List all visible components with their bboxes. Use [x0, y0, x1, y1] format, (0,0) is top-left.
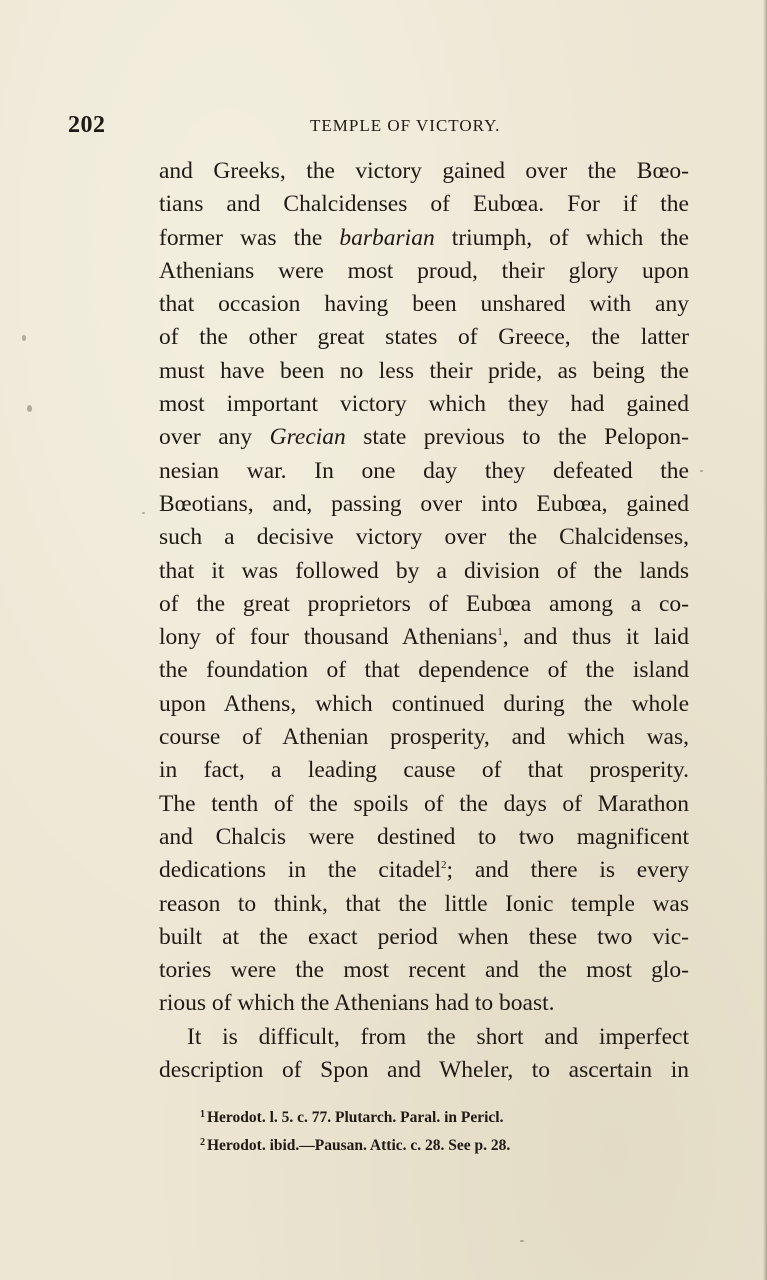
text-line: that it was followed by a division of the lands — [159, 557, 689, 584]
footnote — [200, 1129, 660, 1157]
text-line: of the great proprietors of Eubœa among a co- — [159, 590, 689, 617]
text-line: and Chalcis were destined to two magnificent — [159, 823, 689, 850]
italic-word: Grecian — [269, 424, 346, 451]
running-title: TEMPLE OF VICTORY. — [310, 116, 501, 135]
italic-word: barbarian — [339, 224, 435, 251]
text-line: reason to think, that the little Ionic temple was — [159, 890, 689, 917]
footnote-mark: 2 — [200, 1137, 205, 1148]
paper-speck — [700, 470, 703, 472]
text-line: must have been no less their pride, as being the — [159, 357, 689, 384]
paper-speck — [27, 405, 32, 412]
text-line: of the other great states of Greece, the latter — [159, 324, 689, 351]
text-line: description of Spon and Wheler, to ascertain in — [159, 1057, 689, 1084]
text-line: course of Athenian prosperity, and which was, — [159, 724, 689, 751]
text-line: It is difficult, from the short and imperfect — [187, 1023, 689, 1050]
footnote-ref: 1 — [497, 626, 503, 639]
text-line: such a decisive victory over the Chalcidenses, — [159, 524, 689, 551]
page-edge-shadow — [763, 0, 767, 1280]
text-line: over any Grecian state previous to the Pelopon- — [159, 424, 689, 451]
footnote-text: Herodot. ibid.—Pausan. Attic. c. 28. See p. 28. — [207, 1137, 511, 1154]
text-line: built at the exact period when these two vic- — [159, 923, 689, 950]
footnote-ref: 2 — [441, 859, 447, 872]
text-line: Athenians were most proud, their glory upon — [159, 257, 689, 284]
text-line: most important victory which they had gained — [159, 391, 689, 418]
text-line: tories were the most recent and the most glo- — [159, 957, 689, 984]
text-line: tians and Chalcidenses of Eubœa. For if the — [159, 191, 689, 218]
text-line: nesian war. In one day they defeated the — [159, 457, 689, 484]
footnote-text: Herodot. l. 5. c. 77. Plutarch. Paral. in Pericl. — [207, 1109, 504, 1126]
text-line: that occasion having been unshared with any — [159, 291, 689, 318]
text-line: upon Athens, which continued during the whole — [159, 690, 689, 717]
text-line: and Greeks, the victory gained over the Bœo- — [159, 158, 689, 184]
text-line: lony of four thousand Athenians$^1$, and thus it laid — [159, 624, 689, 651]
body-text — [159, 155, 689, 1087]
page-header — [68, 112, 688, 144]
paper-speck — [520, 1240, 524, 1242]
footnotes — [200, 1101, 660, 1157]
footnote-mark: 1 — [200, 1109, 205, 1120]
text-line: Bœotians, and, passing over into Eubœa, gained — [159, 490, 689, 517]
page-number: 202 — [68, 112, 106, 138]
text-line: dedications in the citadel$^2$; and there is every — [159, 857, 689, 884]
paper-speck — [142, 512, 145, 514]
text-line: former was the barbarian triumph, of which the — [159, 224, 689, 251]
text-line: rious of which the Athenians had to boast. — [159, 990, 555, 1017]
text-line: The tenth of the spoils of the days of Marathon — [159, 790, 689, 817]
paper-speck — [22, 335, 26, 341]
text-line: the foundation of that dependence of the island — [159, 657, 689, 684]
footnote — [200, 1101, 660, 1129]
text-line: in fact, a leading cause of that prosperity. — [159, 757, 689, 784]
